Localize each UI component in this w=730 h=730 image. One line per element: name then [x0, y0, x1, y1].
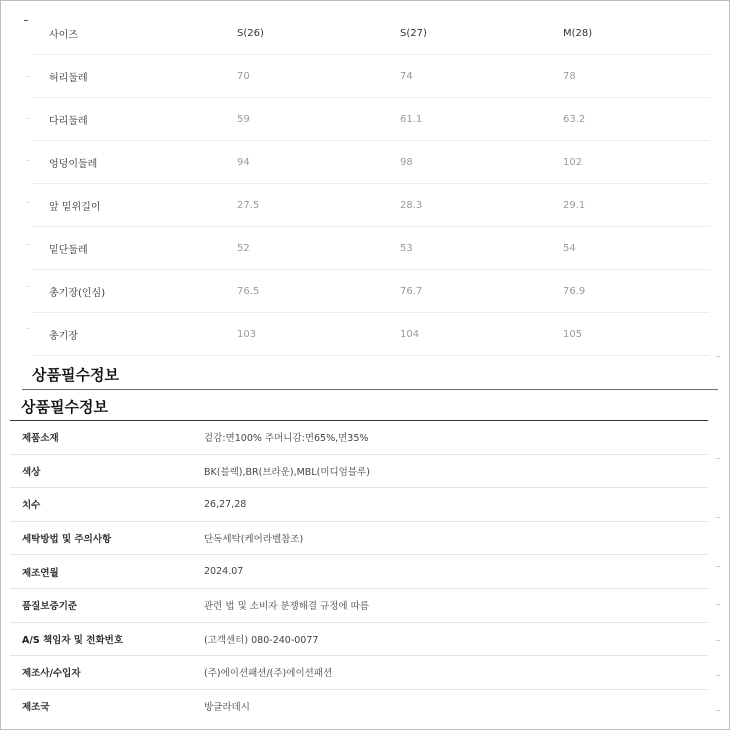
corner-mark [24, 20, 28, 21]
info-label: 품질보증기준 [22, 601, 78, 613]
size-header-s26: S(26) [237, 27, 264, 39]
info-label: 제조국 [22, 702, 50, 714]
size-row-label: 엉덩이둘레 [49, 158, 98, 170]
section-divider [22, 389, 718, 390]
info-label: 제품소재 [22, 433, 59, 445]
info-label: 치수 [22, 500, 41, 512]
info-row-manufacturer [10, 656, 708, 690]
size-cell: 29.1 [563, 199, 586, 211]
info-row-material [10, 421, 708, 455]
edge-tick [716, 675, 720, 676]
size-row-label: 허리둘레 [49, 72, 88, 84]
info-label: 색상 [22, 466, 41, 478]
size-cell: 52 [237, 242, 250, 254]
info-value: 단독세탁(케어라벨참조) [204, 534, 304, 546]
size-row-label: 밑단둘레 [49, 244, 88, 256]
size-table [32, 12, 710, 356]
info-value: (고객센터) 080-240-0077 [204, 634, 319, 646]
size-row-front-rise [32, 184, 710, 227]
info-value: (주)에이션패션/(주)에이션패션 [204, 668, 333, 680]
size-cell: 70 [237, 70, 250, 82]
info-value: 2024.07 [204, 566, 244, 578]
size-cell: 103 [237, 328, 257, 340]
info-row-quality [10, 589, 708, 623]
size-cell: 54 [563, 242, 576, 254]
size-cell: 105 [563, 328, 583, 340]
size-row-label: 앞 밑위길이 [49, 201, 101, 213]
product-info-table [10, 421, 708, 722]
size-cell: 94 [237, 156, 250, 168]
info-label: 제조사/수입자 [22, 668, 81, 680]
info-row-care [10, 522, 708, 556]
size-table-header [32, 12, 710, 55]
edge-tick [716, 566, 720, 567]
edge-tick [716, 517, 720, 518]
edge-tick [716, 604, 720, 605]
size-row-hem [32, 227, 710, 270]
info-label: 세탁방법 및 주의사항 [22, 534, 112, 546]
size-cell: 98 [400, 156, 413, 168]
section-title: 상품필수정보 [32, 366, 119, 384]
section-title: 상품필수정보 [21, 398, 108, 416]
edge-tick [27, 328, 30, 329]
edge-tick [27, 244, 30, 245]
size-row-waist [32, 55, 710, 98]
size-cell: 53 [400, 242, 413, 254]
info-row-color [10, 455, 708, 489]
info-value: 방글라데시 [204, 702, 250, 714]
size-row-hip [32, 141, 710, 184]
size-cell: 74 [400, 70, 413, 82]
size-row-thigh [32, 98, 710, 141]
edge-tick [27, 160, 30, 161]
edge-tick [716, 640, 720, 641]
edge-tick [27, 286, 30, 287]
size-header-s27: S(27) [400, 27, 427, 39]
edge-tick [27, 118, 30, 119]
info-value: BK(블랙),BR(브라운),MBL(미디엄블루) [204, 466, 370, 478]
info-value: 관련 법 및 소비자 분쟁해결 규정에 따름 [204, 601, 369, 613]
size-cell: 76.9 [563, 285, 586, 297]
size-cell: 102 [563, 156, 583, 168]
size-cell: 104 [400, 328, 420, 340]
edge-tick [716, 356, 720, 357]
size-row-label: 총기장 [49, 330, 78, 342]
edge-tick [27, 76, 30, 77]
size-row-label: 다리둘레 [49, 115, 88, 127]
size-cell: 28.3 [400, 199, 423, 211]
edge-tick [27, 202, 30, 203]
info-value: 겉감:면100% 주머니감:면65%,면35% [204, 433, 369, 445]
info-row-size [10, 488, 708, 522]
size-row-total-length [32, 313, 710, 356]
size-cell: 76.5 [237, 285, 260, 297]
size-cell: 59 [237, 113, 250, 125]
edge-tick [716, 458, 720, 459]
info-label: 제조연월 [22, 567, 59, 579]
size-row-inseam [32, 270, 710, 313]
size-cell: 63.2 [563, 113, 586, 125]
info-label: A/S 책임자 및 전화번호 [22, 634, 124, 646]
size-header-m28: M(28) [563, 27, 593, 39]
edge-tick [716, 710, 720, 711]
size-cell: 78 [563, 70, 576, 82]
size-cell: 76.7 [400, 285, 423, 297]
info-row-manufacture-date [10, 555, 708, 589]
size-header-label: 사이즈 [49, 29, 78, 41]
info-value: 26,27,28 [204, 498, 247, 510]
size-cell: 27.5 [237, 199, 260, 211]
size-row-label: 총기장(인심) [49, 287, 106, 299]
info-row-country [10, 690, 708, 723]
info-row-as-contact [10, 623, 708, 657]
size-cell: 61.1 [400, 113, 423, 125]
